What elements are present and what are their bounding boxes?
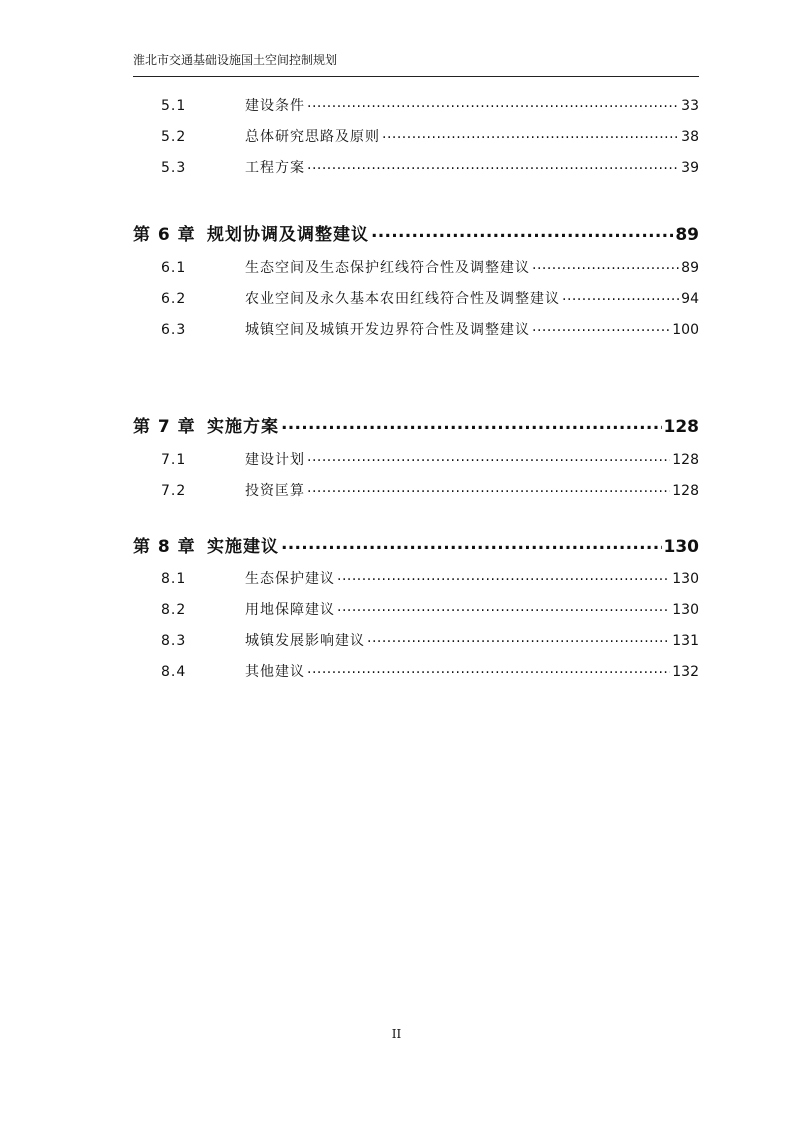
toc-chapter-7[interactable] [133, 412, 699, 436]
dot-leader [281, 414, 662, 434]
chapter-page: 128 [663, 417, 699, 437]
toc-number: 6.2 [161, 291, 187, 307]
toc-title: 城镇发展影响建议 [245, 633, 365, 649]
dot-leader [281, 534, 662, 554]
toc-title: 投资匡算 [245, 483, 305, 499]
dot-leader [562, 288, 679, 304]
toc-entry-8-4[interactable] [133, 661, 699, 681]
dot-leader [307, 480, 670, 496]
toc-title: 工程方案 [245, 160, 305, 176]
chapter-number: 第 7 章 [133, 417, 196, 437]
chapter-number: 第 8 章 [133, 537, 196, 557]
toc-title: 城镇空间及城镇开发边界符合性及调整建议 [245, 322, 530, 338]
toc-title: 其他建议 [245, 664, 305, 680]
document-title: 淮北市交通基础设施国土空间控制规划 [133, 53, 338, 67]
toc-entry-6-2[interactable] [133, 288, 699, 308]
toc-title: 总体研究思路及原则 [245, 129, 380, 145]
toc-page: 131 [672, 633, 699, 649]
toc-page: 100 [672, 322, 699, 338]
dot-leader [307, 661, 670, 677]
running-header [133, 52, 699, 77]
dot-leader [307, 157, 679, 173]
toc-number: 8.3 [161, 633, 187, 649]
toc-number: 5.1 [161, 98, 187, 114]
toc-page: 128 [672, 452, 699, 468]
toc-title: 生态空间及生态保护红线符合性及调整建议 [245, 260, 530, 276]
toc-number: 7.1 [161, 452, 187, 468]
chapter-title: 实施建议 [207, 537, 279, 557]
toc-number: 5.3 [161, 160, 187, 176]
page-number: II [391, 1027, 402, 1041]
chapter-title: 规划协调及调整建议 [207, 225, 369, 245]
chapter-page: 89 [675, 225, 699, 245]
toc-page: 39 [681, 160, 699, 176]
toc-page: 128 [672, 483, 699, 499]
chapter-title: 实施方案 [207, 417, 279, 437]
toc-number: 8.1 [161, 571, 187, 587]
toc-title: 生态保护建议 [245, 571, 335, 587]
toc-entry-8-1[interactable] [133, 568, 699, 588]
dot-leader [337, 568, 670, 584]
page-footer [0, 1027, 793, 1041]
toc-chapter-6[interactable] [133, 220, 699, 244]
dot-leader [382, 126, 679, 142]
toc-number: 7.2 [161, 483, 187, 499]
toc-page: 132 [672, 664, 699, 680]
toc-entry-8-3[interactable] [133, 630, 699, 650]
toc-number: 6.3 [161, 322, 187, 338]
dot-leader [532, 319, 670, 335]
toc-entry-5-1[interactable] [133, 95, 699, 115]
toc-entry-7-2[interactable] [133, 480, 699, 500]
toc-entry-6-3[interactable] [133, 319, 699, 339]
dot-leader [367, 630, 670, 646]
toc-title: 建设计划 [245, 452, 305, 468]
dot-leader [532, 257, 679, 273]
toc-page: 38 [681, 129, 699, 145]
toc-title: 用地保障建议 [245, 602, 335, 618]
toc-number: 8.2 [161, 602, 187, 618]
toc-number: 5.2 [161, 129, 187, 145]
toc-chapter-8[interactable] [133, 532, 699, 556]
dot-leader [337, 599, 670, 615]
dot-leader [371, 222, 673, 242]
toc-entry-8-2[interactable] [133, 599, 699, 619]
dot-leader [307, 449, 670, 465]
toc-page: 89 [681, 260, 699, 276]
toc-title: 建设条件 [245, 98, 305, 114]
toc-page: 130 [672, 602, 699, 618]
toc-title: 农业空间及永久基本农田红线符合性及调整建议 [245, 291, 560, 307]
toc-page: 94 [681, 291, 699, 307]
toc-page: 130 [672, 571, 699, 587]
toc-number: 6.1 [161, 260, 187, 276]
toc-page: 33 [681, 98, 699, 114]
chapter-page: 130 [663, 537, 699, 557]
chapter-number: 第 6 章 [133, 225, 196, 245]
toc-entry-5-3[interactable] [133, 157, 699, 177]
toc-entry-5-2[interactable] [133, 126, 699, 146]
dot-leader [307, 95, 679, 111]
toc-entry-6-1[interactable] [133, 257, 699, 277]
toc-entry-7-1[interactable] [133, 449, 699, 469]
toc-number: 8.4 [161, 664, 187, 680]
